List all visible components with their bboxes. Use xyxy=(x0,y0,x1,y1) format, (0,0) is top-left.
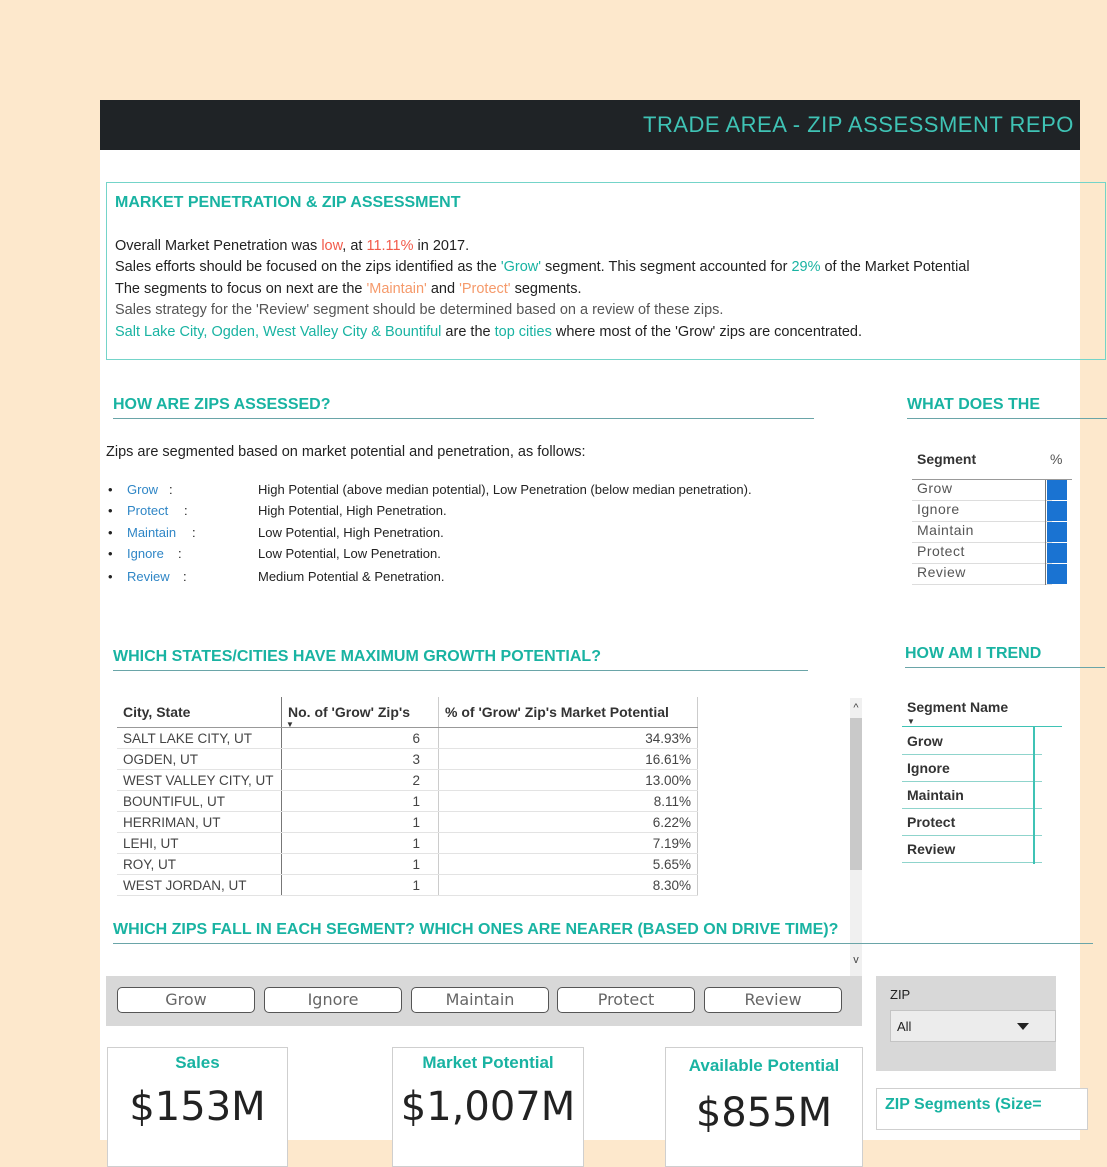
assessment-title: MARKET PENETRATION & ZIP ASSESSMENT xyxy=(115,194,461,211)
how-assessed-intro: Zips are segmented based on market potential and penetration, as follows: xyxy=(106,444,586,460)
segment-row-review[interactable] xyxy=(912,564,1052,585)
share-bar xyxy=(1047,543,1067,563)
what-does-title: WHAT DOES THE xyxy=(907,396,1107,419)
trend-row-protect[interactable] xyxy=(902,808,1042,836)
sort-descending-icon: ▼ xyxy=(286,720,294,729)
scroll-thumb[interactable] xyxy=(850,718,862,870)
segment-row-label: Ignore xyxy=(917,501,960,517)
segment-row-label: Grow xyxy=(917,480,953,496)
available-potential-card xyxy=(665,1047,863,1167)
column-divider xyxy=(1033,727,1035,864)
sales-card-value: $153M xyxy=(129,1084,266,1130)
cell-count: 1 xyxy=(282,854,439,875)
def-name-maintain: Maintain xyxy=(127,525,177,540)
cell-city: SALT LAKE CITY, UT xyxy=(117,728,282,749)
text-fragment: The segments to focus on next are the xyxy=(115,281,367,297)
col-header-city[interactable]: City, State xyxy=(117,697,282,728)
slicer-button-protect[interactable]: Protect xyxy=(557,987,695,1013)
segment-row-ignore[interactable] xyxy=(912,501,1052,522)
zip-segments-visual xyxy=(876,1088,1088,1130)
cell-city: HERRIMAN, UT xyxy=(117,812,282,833)
city-table-viewport xyxy=(100,100,840,893)
slicer-button-review[interactable]: Review xyxy=(704,987,842,1013)
penetration-value: 11.11% xyxy=(366,238,414,254)
text-fragment: of the Market Potential xyxy=(820,259,970,275)
text-fragment: in 2017. xyxy=(413,238,470,254)
def-sep: : xyxy=(178,546,182,561)
chevron-down-icon xyxy=(1017,1023,1029,1030)
table-row[interactable] xyxy=(117,749,698,770)
cell-count: 6 xyxy=(282,728,439,749)
segment-slicer xyxy=(106,976,862,1026)
zip-filter xyxy=(876,976,1056,1071)
def-name-ignore: Ignore xyxy=(127,546,164,561)
cell-pct: 7.19% xyxy=(439,833,698,854)
col-header-grow-pct[interactable]: % of 'Grow' Zip's Market Potential xyxy=(439,697,698,728)
cell-count: 1 xyxy=(282,833,439,854)
def-desc-protect: High Potential, High Penetration. xyxy=(258,503,447,518)
trend-row-maintain[interactable] xyxy=(902,781,1042,809)
col-header-label: No. of 'Grow' Zip's xyxy=(288,704,410,720)
cell-pct: 16.61% xyxy=(439,749,698,770)
trend-row-ignore[interactable] xyxy=(902,754,1042,782)
column-divider xyxy=(1045,480,1046,585)
table-row[interactable] xyxy=(117,854,698,875)
text-fragment: , at xyxy=(342,238,367,254)
sort-descending-icon: ▼ xyxy=(907,717,915,726)
bullet-icon: • xyxy=(108,546,113,561)
cell-city: OGDEN, UT xyxy=(117,749,282,770)
cell-pct: 8.11% xyxy=(439,791,698,812)
report-panel xyxy=(100,100,1080,1140)
city-growth-table xyxy=(117,697,698,896)
market-potential-card-label: Market Potential xyxy=(422,1053,554,1072)
bullet-icon: • xyxy=(108,569,113,584)
text-fragment: segments. xyxy=(510,281,582,297)
cell-count: 1 xyxy=(282,875,439,896)
cell-pct: 13.00% xyxy=(439,770,698,791)
share-bar xyxy=(1047,480,1067,500)
trend-row-label: Grow xyxy=(907,733,943,749)
slicer-button-maintain[interactable]: Maintain xyxy=(411,987,549,1013)
zip-dropdown-value: All xyxy=(897,1019,912,1034)
slicer-button-grow[interactable]: Grow xyxy=(117,987,255,1013)
scroll-up-icon[interactable]: ^ xyxy=(853,702,859,714)
zip-dropdown[interactable] xyxy=(890,1010,1056,1042)
cell-pct: 6.22% xyxy=(439,812,698,833)
cell-pct: 34.93% xyxy=(439,728,698,749)
report-title: TRADE AREA - ZIP ASSESSMENT REPO xyxy=(643,112,1074,137)
def-sep: : xyxy=(183,569,187,584)
trend-row-label: Review xyxy=(907,841,956,857)
cell-city: BOUNTIFUL, UT xyxy=(117,791,282,812)
grow-share-value: 29% xyxy=(791,259,821,275)
bullet-icon: • xyxy=(108,503,113,518)
def-desc-ignore: Low Potential, Low Penetration. xyxy=(258,546,441,561)
percent-column-header: % xyxy=(1050,451,1063,467)
def-sep: : xyxy=(192,525,196,540)
segment-row-grow[interactable] xyxy=(912,480,1052,501)
cell-city: WEST JORDAN, UT xyxy=(117,875,282,896)
market-potential-card xyxy=(392,1047,584,1167)
states-cities-title: WHICH STATES/CITIES HAVE MAXIMUM GROWTH POTENTIAL? xyxy=(113,648,808,671)
top-cities-text: top cities xyxy=(494,324,552,340)
table-row[interactable] xyxy=(117,791,698,812)
def-desc-review: Medium Potential & Penetration. xyxy=(258,569,445,584)
cell-count: 1 xyxy=(282,812,439,833)
trend-row-review[interactable] xyxy=(902,835,1042,863)
cell-count: 2 xyxy=(282,770,439,791)
market-potential-card-value: $1,007M xyxy=(400,1084,576,1130)
cell-count: 3 xyxy=(282,749,439,770)
def-desc-grow: High Potential (above median potential), Low Penetration (below median penetration). xyxy=(258,482,752,497)
col-header-grow-count[interactable] xyxy=(282,697,439,728)
table-row[interactable] xyxy=(117,875,698,896)
text-fragment: are the xyxy=(441,324,495,340)
zip-segments-title: ZIP Segments (Size= xyxy=(885,1096,1042,1113)
text-fragment: and xyxy=(426,281,460,297)
def-sep: : xyxy=(184,503,188,518)
cell-pct: 8.30% xyxy=(439,875,698,896)
def-name-protect: Protect xyxy=(127,503,169,518)
trend-row-label: Protect xyxy=(907,814,956,830)
share-bar xyxy=(1047,522,1067,542)
def-name-review: Review xyxy=(127,569,170,584)
segment-maintain-text: 'Maintain' xyxy=(366,281,427,297)
def-sep: : xyxy=(169,482,173,497)
bullet-icon: • xyxy=(108,525,113,540)
segment-row-maintain[interactable] xyxy=(912,522,1052,543)
segment-name-header[interactable]: Segment Name xyxy=(907,699,1009,715)
share-bar xyxy=(1047,501,1067,521)
table-row[interactable] xyxy=(117,728,698,749)
assessment-line-4: Sales strategy for the 'Review' segment should be determined based on a review of these zips. xyxy=(115,302,724,318)
table-row[interactable] xyxy=(117,770,698,791)
segment-column-header: Segment xyxy=(917,451,977,467)
text-fragment: segment. This segment accounted for xyxy=(541,259,792,275)
segment-row-label: Protect xyxy=(917,543,965,559)
cell-city: ROY, UT xyxy=(117,854,282,875)
text-fragment: where most of the 'Grow' zips are concentrated. xyxy=(551,324,863,340)
sales-card-label: Sales xyxy=(175,1053,220,1072)
def-desc-maintain: Low Potential, High Penetration. xyxy=(258,525,444,540)
segment-grow-text: 'Grow' xyxy=(500,259,542,275)
text-fragment: Overall Market Penetration was xyxy=(115,238,322,254)
sales-card xyxy=(107,1047,288,1167)
how-assessed-title: HOW ARE ZIPS ASSESSED? xyxy=(113,396,814,419)
slicer-button-ignore[interactable]: Ignore xyxy=(264,987,402,1013)
bullet-icon: • xyxy=(108,482,113,497)
table-row[interactable] xyxy=(117,833,698,854)
segment-protect-text: 'Protect' xyxy=(459,281,511,297)
cell-pct: 5.65% xyxy=(439,854,698,875)
available-potential-card-value: $855M xyxy=(695,1090,833,1136)
cell-city: WEST VALLEY CITY, UT xyxy=(117,770,282,791)
cell-city: LEHI, UT xyxy=(117,833,282,854)
available-potential-card-label: Available Potential xyxy=(688,1056,840,1075)
top-cities-list: Salt Lake City, Ogden, West Valley City & Bountiful xyxy=(115,324,442,340)
zip-filter-label: ZIP xyxy=(890,987,911,1002)
penetration-level: low xyxy=(321,238,343,254)
trend-row-grow[interactable] xyxy=(902,727,1042,755)
text-fragment: Sales efforts should be focused on the zips identified as the xyxy=(115,259,501,275)
trend-row-label: Ignore xyxy=(907,760,950,776)
scroll-down-icon[interactable]: v xyxy=(853,954,859,966)
table-row[interactable] xyxy=(117,812,698,833)
trend-row-label: Maintain xyxy=(907,787,964,803)
trending-title: HOW AM I TREND xyxy=(905,645,1105,668)
cell-count: 1 xyxy=(282,791,439,812)
share-bar xyxy=(1047,564,1067,584)
segment-row-protect[interactable] xyxy=(912,543,1052,564)
segment-row-label: Maintain xyxy=(917,522,974,538)
segment-row-label: Review xyxy=(917,564,966,580)
def-name-grow: Grow xyxy=(127,482,159,497)
which-zips-title: WHICH ZIPS FALL IN EACH SEGMENT? WHICH ONES ARE NEARER (BASED ON DRIVE TIME)? xyxy=(113,921,1093,944)
